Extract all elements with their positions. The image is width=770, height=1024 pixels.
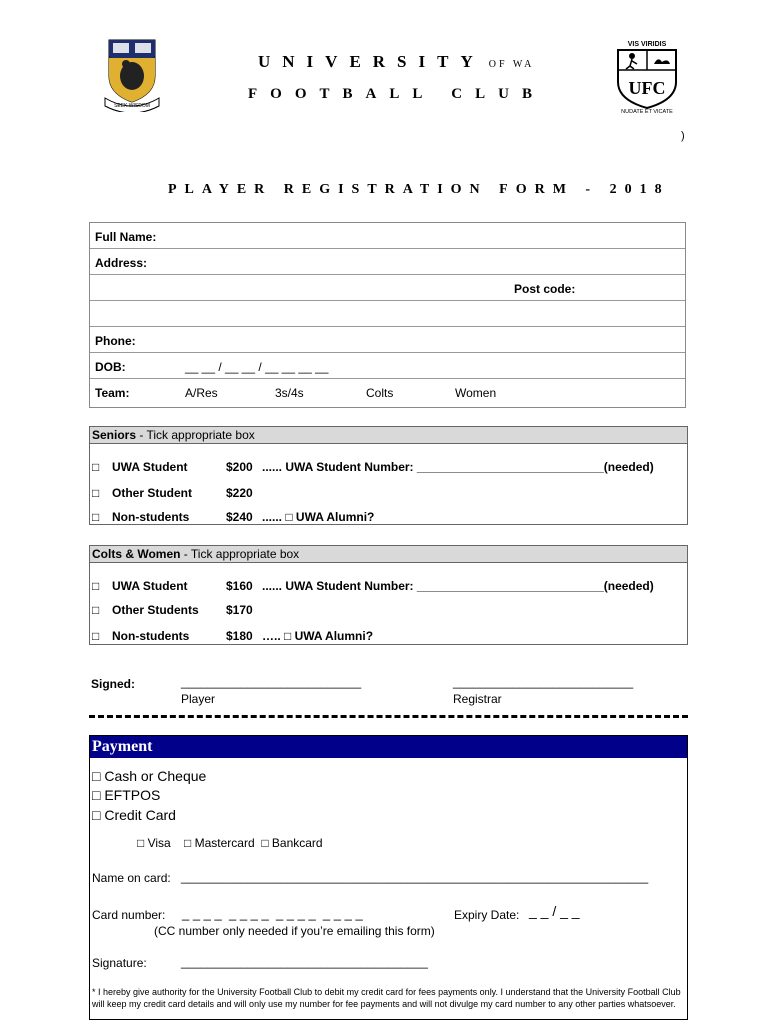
full-name-row[interactable] xyxy=(90,223,685,249)
card-number-label: Card number: xyxy=(92,908,166,922)
svg-text:UFC: UFC xyxy=(628,78,666,98)
checkbox[interactable]: □ xyxy=(92,460,100,474)
dob-row[interactable] xyxy=(90,353,685,379)
checkbox[interactable]: □ xyxy=(92,629,100,643)
dob-label: DOB: xyxy=(95,360,126,374)
seniors-non-students-label: Non-students xyxy=(112,510,190,524)
post-code-label: Post code: xyxy=(514,282,576,296)
expiry-date-label: Expiry Date: xyxy=(454,908,520,922)
name-on-card-field[interactable]: ______________________________________________________________________ xyxy=(181,870,649,884)
seniors-other-student-price: $220 xyxy=(226,486,253,500)
payment-credit-card-option[interactable]: □ Credit Card xyxy=(92,807,176,823)
phone-row[interactable] xyxy=(90,327,685,353)
registrar-caption: Registrar xyxy=(453,692,502,706)
checkbox[interactable]: □ xyxy=(92,579,100,593)
cut-line-divider xyxy=(89,715,688,718)
svg-text:VIS VIRIDIS: VIS VIRIDIS xyxy=(627,41,667,48)
payment-cash-cheque-option[interactable]: □ Cash or Cheque xyxy=(92,768,207,784)
colts-student-number[interactable]: ...... UWA Student Number: ____________________________(needed) xyxy=(262,579,654,593)
payment-section xyxy=(89,735,688,1020)
address-label: Address: xyxy=(95,256,148,270)
payment-eftpos-option[interactable]: □ EFTPOS xyxy=(92,787,161,803)
checkbox[interactable]: □ xyxy=(92,603,100,617)
colts-women-header: Colts & Women - Tick appropriate box xyxy=(90,546,687,563)
stray-parenthesis: ) xyxy=(681,130,685,142)
personal-details-table xyxy=(89,222,686,408)
team-row xyxy=(90,379,685,409)
seniors-non-students-price: $240 xyxy=(226,510,253,524)
registrar-signature-line[interactable]: ___________________________ xyxy=(453,675,634,689)
uwa-crest-logo xyxy=(103,36,161,112)
colts-alumni-check[interactable]: ….. □ UWA Alumni? xyxy=(262,629,374,643)
seniors-section xyxy=(89,426,688,525)
post-code-row[interactable] xyxy=(90,275,685,301)
team-option-colts[interactable]: Colts xyxy=(366,386,394,400)
cc-note: (CC number only needed if you’re emailing this form) xyxy=(154,924,435,938)
signed-label: Signed: xyxy=(91,677,135,691)
payment-signature-field[interactable]: _____________________________________ xyxy=(181,955,428,969)
colts-women-section xyxy=(89,545,688,645)
form-title: PLAYER REGISTRATION FORM - 2018 xyxy=(168,182,670,197)
colts-non-students-price: $180 xyxy=(226,629,253,643)
team-option-women[interactable]: Women xyxy=(455,386,497,400)
player-signature-line[interactable]: ___________________________ xyxy=(181,675,362,689)
university-heading: UNIVERSITY OF WA xyxy=(258,52,535,71)
colts-other-students-price: $170 xyxy=(226,603,253,617)
seniors-alumni-check[interactable]: ...... □ UWA Alumni? xyxy=(262,510,375,524)
card-type-options[interactable]: □ Visa □ Mastercard □ Bankcard xyxy=(137,836,323,850)
blank-row[interactable] xyxy=(90,301,685,327)
full-name-label: Full Name: xyxy=(95,230,157,244)
team-label: Team: xyxy=(95,386,130,400)
checkbox[interactable]: □ xyxy=(92,510,100,524)
colts-uwa-student-label: UWA Student xyxy=(112,579,188,593)
checkbox[interactable]: □ xyxy=(92,486,100,500)
team-option-ares[interactable]: A/Res xyxy=(185,386,218,400)
svg-text:SEEK WISDOM: SEEK WISDOM xyxy=(114,103,150,109)
expiry-date-field[interactable]: _ _ / _ _ xyxy=(529,903,580,919)
payment-header: Payment xyxy=(90,736,687,758)
player-caption: Player xyxy=(181,692,216,706)
svg-text:NUDATE ET VICATE: NUDATE ET VICATE xyxy=(621,109,673,114)
team-option-3s4s[interactable]: 3s/4s xyxy=(275,386,304,400)
seniors-uwa-student-label: UWA Student xyxy=(112,460,188,474)
name-on-card-label: Name on card: xyxy=(92,871,171,885)
colts-non-students-label: Non-students xyxy=(112,629,190,643)
colts-other-students-label: Other Students xyxy=(112,603,199,617)
authority-disclaimer: * I hereby give authority for the University Football Club to debit my credit card for fees payments only. I understand that the University Football Club will keep my credit card details and will only use my number for fee payments and will not divulge my card number to any other parties whatsoever. xyxy=(92,987,681,1009)
dob-blank: __ __ / __ __ / __ __ __ __ xyxy=(185,360,329,374)
football-club-heading: FOOTBALL CLUB xyxy=(248,86,545,102)
seniors-uwa-student-price: $200 xyxy=(226,460,253,474)
colts-uwa-student-price: $160 xyxy=(226,579,253,593)
card-number-field[interactable]: _ _ _ _ _ _ _ _ _ _ _ _ _ _ _ _ xyxy=(182,906,363,921)
seniors-header: Seniors - Tick appropriate box xyxy=(90,427,687,444)
seniors-student-number[interactable]: ...... UWA Student Number: ____________________________(needed) xyxy=(262,460,654,474)
seniors-other-student-label: Other Student xyxy=(112,486,192,500)
ufc-logo xyxy=(612,38,682,114)
address-row[interactable] xyxy=(90,249,685,275)
phone-label: Phone: xyxy=(95,334,136,348)
signature-label: Signature: xyxy=(92,956,147,970)
